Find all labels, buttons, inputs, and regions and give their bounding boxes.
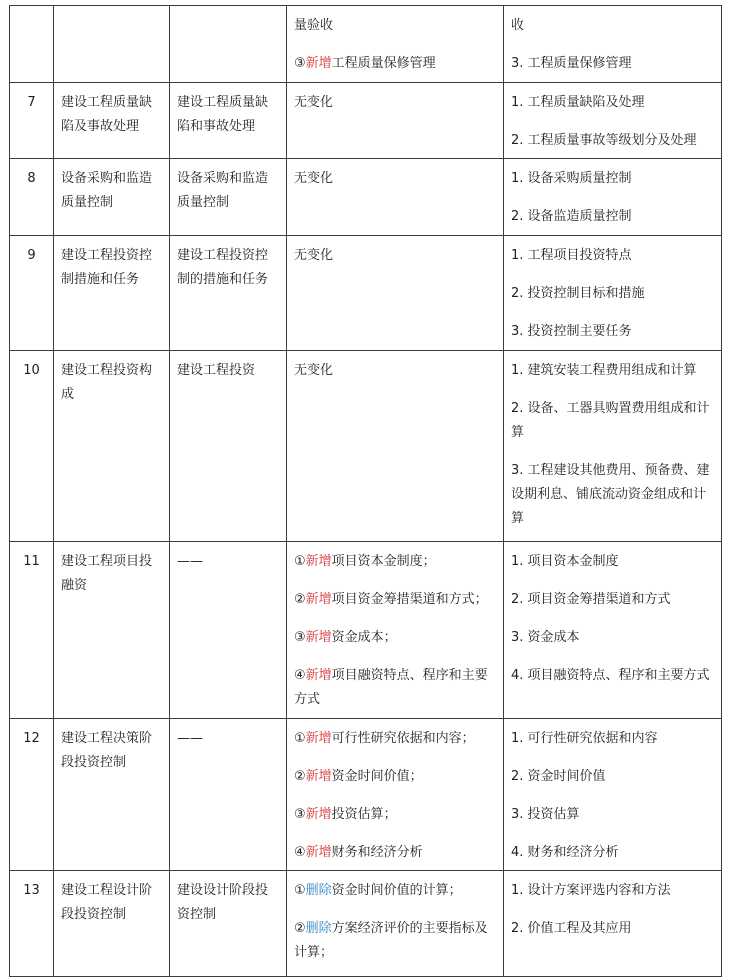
change-notes-cell: [287, 542, 504, 719]
note-text: ④: [294, 668, 306, 683]
change-notes-cell: [287, 351, 504, 542]
note-text: 工程质量保修管理: [331, 56, 436, 71]
note-text: 项目资金筹措渠道和方式；: [331, 592, 488, 607]
new-syllabus-content-cell: [504, 6, 722, 83]
note-text: 无变化: [294, 95, 334, 110]
change-note: [294, 359, 497, 383]
table-row: [10, 6, 722, 83]
change-note: [294, 550, 497, 574]
note-text: ①: [294, 554, 306, 569]
syllabus-item: 1. 工程质量缺陷及处理: [511, 95, 645, 110]
note-text: ②: [294, 769, 306, 784]
old-chapter-title-cell: 建设工程质量缺陷及事故处理: [54, 83, 170, 159]
table-body: [10, 6, 722, 977]
change-note: [294, 879, 497, 903]
syllabus-item: 2. 投资控制目标和措施: [511, 286, 645, 301]
change-notes-cell: [287, 236, 504, 351]
syllabus-item: 1. 可行性研究依据和内容: [511, 731, 658, 746]
row-number-cell: 13: [10, 871, 54, 977]
added-keyword: 新增: [305, 56, 332, 71]
row-number-cell: 8: [10, 159, 54, 236]
change-note: [294, 52, 497, 76]
old-chapter-title-cell: 建设工程投资控制措施和任务: [54, 236, 170, 351]
note-text: 无变化: [294, 171, 334, 186]
note-text: 方案经济评价的主要指标及计算；: [294, 921, 488, 960]
added-keyword: 新增: [305, 731, 332, 746]
change-notes-cell: [287, 871, 504, 977]
table-row: [10, 159, 722, 236]
syllabus-item: 3. 工程建设其他费用、预备费、建设期利息、铺底流动资金组成和计算: [511, 463, 710, 526]
table-row: [10, 871, 722, 977]
note-text: ②: [294, 592, 306, 607]
note-text: ①: [294, 883, 306, 898]
change-note: [294, 244, 497, 268]
added-keyword: 新增: [305, 630, 332, 645]
syllabus-item: 1. 工程项目投资特点: [511, 248, 632, 263]
new-syllabus-content-cell: [504, 871, 722, 977]
syllabus-item: 2. 项目资金筹措渠道和方式: [511, 592, 671, 607]
note-text: ③: [294, 807, 306, 822]
new-syllabus-content-cell: [504, 542, 722, 719]
new-syllabus-content-cell: [504, 236, 722, 351]
change-note: [294, 14, 497, 38]
note-text: 资金成本；: [331, 630, 397, 645]
row-number-cell: 12: [10, 719, 54, 871]
new-chapter-title-cell: ——: [170, 542, 287, 719]
new-chapter-title-cell: 建设工程投资控制的措施和任务: [170, 236, 287, 351]
note-text: 资金时间价值的计算；: [331, 883, 462, 898]
change-notes-cell: [287, 719, 504, 871]
syllabus-item: 1. 建筑安装工程费用组成和计算: [511, 363, 697, 378]
old-chapter-title-cell: 建设工程决策阶段投资控制: [54, 719, 170, 871]
change-note: [294, 91, 497, 115]
change-note: [294, 917, 497, 965]
syllabus-item: 1. 项目资本金制度: [511, 554, 619, 569]
old-chapter-title-cell: 建设工程项目投融资: [54, 542, 170, 719]
change-note: [294, 167, 497, 191]
note-text: 无变化: [294, 363, 334, 378]
syllabus-item: 1. 设计方案评选内容和方法: [511, 883, 671, 898]
change-note: [294, 588, 497, 612]
new-chapter-title-cell: ——: [170, 719, 287, 871]
table-row: [10, 542, 722, 719]
row-number-cell: 7: [10, 83, 54, 159]
syllabus-item: 2. 设备监造质量控制: [511, 209, 632, 224]
note-text: 财务和经济分析: [331, 845, 423, 860]
note-text: 项目资本金制度；: [331, 554, 436, 569]
deleted-keyword: 删除: [305, 883, 332, 898]
table-row: [10, 83, 722, 159]
syllabus-item: 4. 项目融资特点、程序和主要方式: [511, 668, 710, 683]
syllabus-item: 2. 设备、工器具购置费用组成和计算: [511, 401, 710, 440]
row-number-cell: [10, 6, 54, 83]
syllabus-item: 4. 财务和经济分析: [511, 845, 619, 860]
table-row: [10, 236, 722, 351]
added-keyword: 新增: [305, 807, 332, 822]
new-chapter-title-cell: 建设工程质量缺陷和事故处理: [170, 83, 287, 159]
row-number-cell: 9: [10, 236, 54, 351]
new-syllabus-content-cell: [504, 351, 722, 542]
note-text: 资金时间价值；: [331, 769, 423, 784]
added-keyword: 新增: [305, 592, 332, 607]
old-chapter-title-cell: [54, 6, 170, 83]
row-number-cell: 10: [10, 351, 54, 542]
deleted-keyword: 删除: [305, 921, 332, 936]
added-keyword: 新增: [305, 668, 332, 683]
note-text: 量验收: [294, 18, 334, 33]
new-syllabus-content-cell: [504, 83, 722, 159]
change-note: [294, 664, 497, 712]
old-chapter-title-cell: 建设工程设计阶段投资控制: [54, 871, 170, 977]
new-chapter-title-cell: [170, 6, 287, 83]
new-syllabus-content-cell: [504, 719, 722, 871]
note-text: ③: [294, 56, 306, 71]
change-notes-cell: [287, 83, 504, 159]
note-text: ②: [294, 921, 306, 936]
syllabus-item: 收: [511, 18, 525, 33]
added-keyword: 新增: [305, 554, 332, 569]
table-row: [10, 351, 722, 542]
added-keyword: 新增: [305, 845, 332, 860]
syllabus-item: 3. 投资控制主要任务: [511, 324, 632, 339]
syllabus-comparison-table: [9, 5, 722, 977]
syllabus-item: 1. 设备采购质量控制: [511, 171, 632, 186]
new-syllabus-content-cell: [504, 159, 722, 236]
note-text: 可行性研究依据和内容；: [331, 731, 475, 746]
note-text: 项目融资特点、程序和主要方式: [294, 668, 488, 707]
change-note: [294, 765, 497, 789]
old-chapter-title-cell: 建设工程投资构成: [54, 351, 170, 542]
note-text: 投资估算；: [331, 807, 397, 822]
change-note: [294, 626, 497, 650]
note-text: 无变化: [294, 248, 334, 263]
syllabus-item: 3. 工程质量保修管理: [511, 56, 632, 71]
change-note: [294, 841, 497, 865]
note-text: ③: [294, 630, 306, 645]
new-chapter-title-cell: 建设设计阶段投资控制: [170, 871, 287, 977]
change-note: [294, 803, 497, 827]
new-chapter-title-cell: 设备采购和监造质量控制: [170, 159, 287, 236]
table-row: [10, 719, 722, 871]
change-note: [294, 727, 497, 751]
change-notes-cell: [287, 6, 504, 83]
row-number-cell: 11: [10, 542, 54, 719]
new-chapter-title-cell: 建设工程投资: [170, 351, 287, 542]
syllabus-item: 2. 价值工程及其应用: [511, 921, 632, 936]
syllabus-item: 3. 资金成本: [511, 630, 580, 645]
syllabus-item: 2. 工程质量事故等级划分及处理: [511, 133, 697, 148]
note-text: ①: [294, 731, 306, 746]
syllabus-item: 3. 投资估算: [511, 807, 580, 822]
added-keyword: 新增: [305, 769, 332, 784]
syllabus-item: 2. 资金时间价值: [511, 769, 606, 784]
change-notes-cell: [287, 159, 504, 236]
note-text: ④: [294, 845, 306, 860]
old-chapter-title-cell: 设备采购和监造质量控制: [54, 159, 170, 236]
